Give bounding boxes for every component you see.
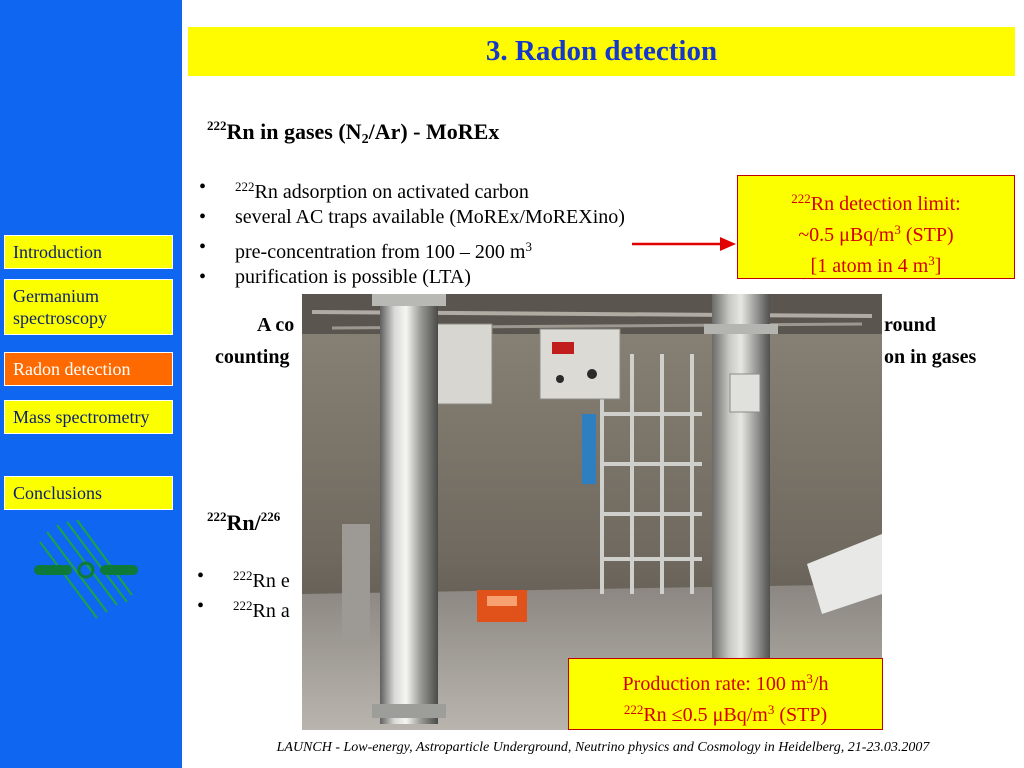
production-rate-callout	[568, 658, 883, 730]
nav-item-conclusions[interactable]	[4, 476, 173, 510]
nav-item-label: Germanium spectroscopy	[13, 286, 107, 328]
bullet-text: purification is possible (LTA)	[235, 266, 471, 288]
bullet-text: Rn e	[252, 570, 290, 592]
callout-text: (STP)	[900, 224, 954, 246]
callout-text: ]	[934, 255, 942, 277]
heading-text: Rn/	[226, 510, 261, 535]
page-title: 3. Radon detection	[485, 35, 718, 67]
nav-item-label: Conclusions	[13, 483, 103, 503]
section-heading-rn-ra	[207, 509, 280, 536]
isotope-sup: 222	[235, 179, 255, 194]
nav-item-label: Radon detection	[13, 359, 131, 379]
heading-text-tail: /Ar) - MoREx	[368, 119, 500, 144]
bold-text-fragment: round	[884, 314, 936, 336]
isotope-sup: 222	[207, 118, 227, 133]
exponent-sup: 3	[928, 253, 935, 268]
callout-text: Rn detection limit:	[810, 193, 961, 215]
nav-item-label: Mass spectrometry	[13, 407, 150, 427]
institute-logo-icon	[32, 520, 142, 620]
isotope-sup: 222	[623, 702, 644, 717]
callout-text: Rn ≤0.5 μBq/m	[643, 704, 768, 726]
callout-line	[569, 666, 882, 697]
list-item	[195, 561, 290, 591]
isotope-sup: 222	[791, 191, 811, 206]
bold-text-fragment: counting	[215, 346, 290, 368]
callout-text: [1 atom in 4 m	[810, 255, 929, 277]
callout-line	[738, 217, 1014, 248]
callout-text: /h	[812, 673, 829, 695]
callout-line	[738, 186, 1014, 217]
callout-text: (STP)	[774, 704, 828, 726]
bullet-text: several AC traps available (MoREx/MoREXino)	[235, 206, 625, 228]
exponent-sup: 3	[525, 239, 532, 254]
exponent-sup: 3	[767, 702, 775, 717]
morex-bullet-list	[197, 172, 625, 292]
title-bar	[188, 27, 1015, 76]
list-item	[197, 172, 625, 202]
nav-item-radon-detection[interactable]	[4, 352, 173, 386]
exponent-sup: 3	[806, 671, 813, 686]
list-item	[197, 262, 625, 292]
callout-line	[738, 248, 1014, 279]
arrow-right-icon	[632, 234, 736, 254]
nav-item-germanium-spectroscopy[interactable]	[4, 279, 173, 335]
list-item	[195, 591, 290, 621]
bullet-text: Rn a	[252, 600, 290, 622]
isotope-sup: 222	[233, 568, 253, 583]
bullet-text: Rn adsorption on activated carbon	[254, 181, 529, 203]
isotope-sup: 222	[207, 509, 227, 524]
list-item	[197, 232, 625, 262]
heading-text: Rn in gases (N	[226, 119, 362, 144]
footer: LAUNCH - Low-energy, Astroparticle Underground, Neutrino physics and Cosmology in Heidelberg, 21-23.03.2007	[276, 740, 930, 755]
isotope-sup: 222	[233, 598, 253, 613]
nav-item-introduction[interactable]	[4, 235, 173, 269]
callout-text: ~0.5 μBq/m	[798, 224, 895, 246]
rn-ra-bullet-list	[195, 561, 290, 621]
exponent-sup: 3	[894, 222, 901, 237]
detection-limit-callout	[737, 175, 1015, 279]
callout-line	[569, 697, 882, 728]
bullet-text: pre-concentration from 100 – 200 m	[235, 241, 526, 263]
nav-item-mass-spectrometry[interactable]	[4, 400, 173, 434]
bold-text-fragment: on in gases	[884, 346, 977, 368]
section-heading-morex	[207, 118, 499, 148]
nav-item-label: Introduction	[13, 242, 102, 262]
subscript: 2	[361, 132, 369, 147]
callout-text: Production rate: 100 m	[622, 673, 807, 695]
bold-text-fragment: A co	[257, 314, 295, 336]
isotope-sup: 226	[260, 509, 281, 524]
list-item	[197, 202, 625, 232]
